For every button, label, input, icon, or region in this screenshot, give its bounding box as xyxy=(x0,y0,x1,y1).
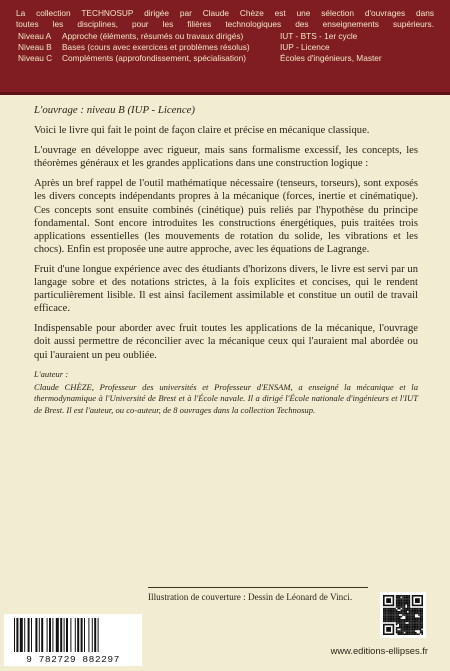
author-heading: L'auteur : xyxy=(34,368,69,379)
credit-rule xyxy=(148,587,368,588)
level-row-c xyxy=(16,53,246,64)
paragraph-usefulness: Indispensable pour aborder avec fruit toutes les applications de la mécanique, l'ouvrage doit aussi permettre de réconcilier avec la mécanique ceux qui l'auraient mal abordée ou qui l'auraient un peu oubliée. xyxy=(34,323,418,361)
band-divider xyxy=(0,92,450,95)
author-bio: Claude CHÈZE, Professeur des universités et Professeur d'ENSAM, a enseigné la mécanique et la thermodynamique à l'Université de Brest et à l'École navale. Il a dirigé l'École nationale d'ingénieurs et l'IUT de Brest. Il est l'auteur, ou co-auteur, de 8 ouvrages dans la collection Technosup. xyxy=(34,382,418,415)
publisher-url: www.editions-ellipses.fr xyxy=(330,645,428,656)
paragraph-contents: Après un bref rappel de l'outil mathématique nécessaire (tenseurs, torseurs), sont exposés les divers concepts indépendants propres à la mécanique (forces, inertie et cinématique). Ces concepts sont ensuite combinés (cinétique) puis reliés par l'hypothèse du principe fondamental. Sont encore introduites les constructions énergétiques, puis traitées trois applications essentielles (les mouvements de rotation du solide, les vibrations et les chocs). Enfin est proposée une autre approche, avec les équations de Lagrange. xyxy=(34,178,418,255)
paragraph-experience: Fruit d'une longue expérience avec des étudiants d'horizons divers, le livre est servi par un langage sobre et des notations strictes, à la fois explicites et concises, qui le rendent particulièrement lisible. Il est ainsi facilement assimilable et constitue un outil de travail efficace. xyxy=(34,263,418,315)
qr-code xyxy=(380,592,426,638)
level-list xyxy=(16,31,434,67)
qr-code-pattern xyxy=(383,595,423,635)
paragraph-structure: L'ouvrage en développe avec rigueur, mais sans formalisme excessif, les concepts, les théorèmes généraux et les grandes applications dans une construction logique : xyxy=(34,145,418,170)
level-name: Niveau A xyxy=(18,31,52,41)
isbn-number: 9 782729 882297 xyxy=(26,654,120,665)
level-target: IUP - Licence xyxy=(280,42,330,52)
level-name: Niveau B xyxy=(18,42,52,52)
barcode-bars xyxy=(12,618,134,654)
paragraph-intro: Voici le livre qui fait le point de façon claire et précise en mécanique classique. xyxy=(34,125,370,137)
collection-intro-line: La collection TECHNOSUP dirigée par Claude Chèze est une sélection d'ouvrages dans xyxy=(16,8,434,18)
level-desc: Approche (éléments, résumés ou travaux dirigés) xyxy=(62,31,244,41)
level-row-a xyxy=(16,31,243,42)
level-desc: Compléments (approfondissement, spécialisation) xyxy=(62,53,247,63)
level-name: Niveau C xyxy=(18,53,53,63)
level-row-b xyxy=(16,42,250,53)
level-target: IUT - BTS - 1er cycle xyxy=(280,31,358,41)
isbn-barcode xyxy=(4,614,142,666)
back-cover-text xyxy=(34,104,418,416)
collection-header-band xyxy=(0,0,450,94)
level-target: Écoles d'ingénieurs, Master xyxy=(280,53,382,63)
book-level-title: L'ouvrage : niveau B (IUP - Licence) xyxy=(34,104,196,116)
cover-illustration-credit: Illustration de couverture : Dessin de Léonard de Vinci. xyxy=(148,592,353,602)
level-desc: Bases (cours avec exercices et problèmes résolus) xyxy=(62,42,250,52)
collection-intro-line: toutes les disciplines, pour les filières technologiques des enseignements supérieurs. xyxy=(16,19,434,29)
